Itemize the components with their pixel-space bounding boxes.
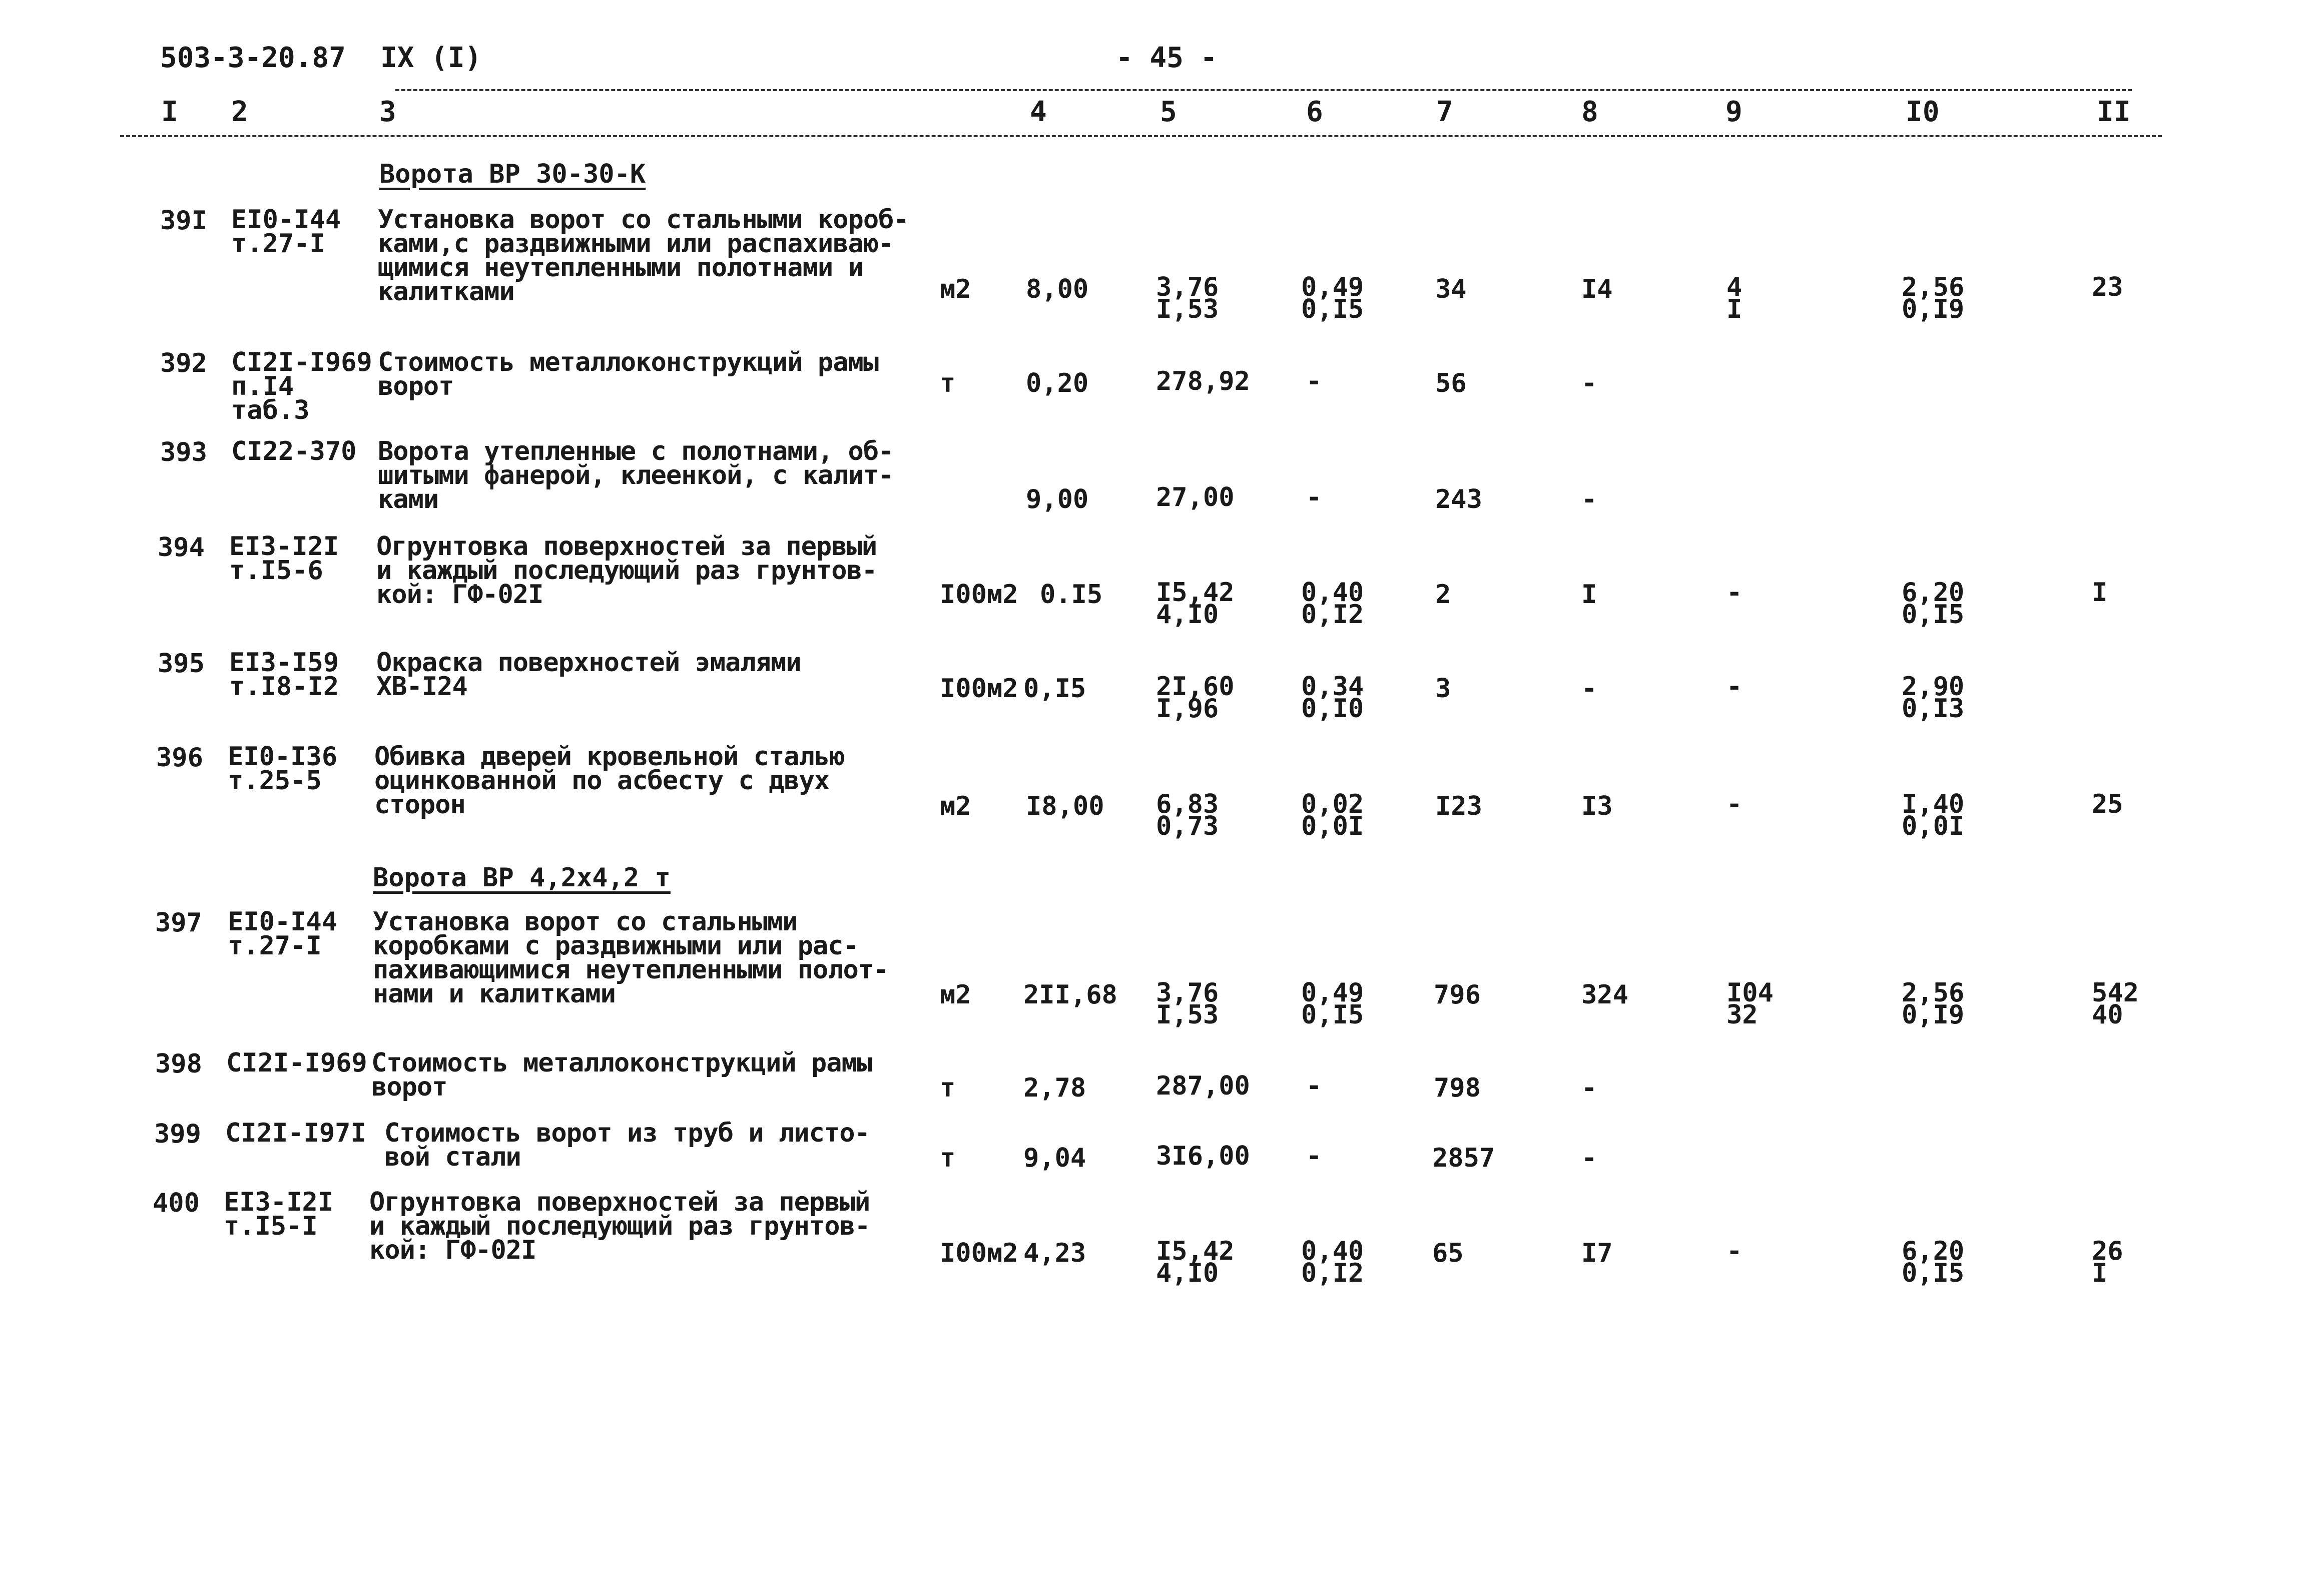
row-col11: 23 [2092,272,2123,302]
column-header-8: 8 [1581,96,1598,128]
row-code: EI3-I2I т.I5-6 [229,531,339,586]
row-description: Установка ворот со стальными коробками с раздвижными или рас- пахивающимися неутепленными полот- нами и калитками [373,907,889,1009]
row-description: Стоимость металлоконструкций рамы ворот [378,347,879,401]
row-col8: - [1581,484,1597,514]
row-quantity: 0.I5 [1040,580,1103,610]
row-description: Ворота утепленные с полотнами, об- шитыми фанерой, клеенкой, с калит- ками [378,436,894,514]
row-col5: I5,42 4,I0 [1156,1236,1235,1288]
row-col6: - [1306,366,1322,396]
row-unit: I00м2 [940,580,1018,610]
section-title: Ворота ВР 30-30-К [379,159,646,189]
column-header-7: 7 [1436,96,1453,128]
row-quantity: 4,23 [1023,1238,1086,1268]
row-quantity: 2II,68 [1023,980,1117,1010]
row-description: Огрунтовка поверхностей за первый и каждый последующий раз грунтов- кой: ГФ-02I [376,531,877,610]
row-number: 399 [154,1119,201,1149]
row-col7: 2 [1435,580,1451,610]
row-col7: 243 [1435,484,1482,514]
row-col9: - [1726,578,1743,608]
column-header-6: 6 [1306,96,1323,128]
row-number: 395 [158,649,205,679]
row-col6: 0,49 0,I5 [1301,272,1364,324]
row-unit: м2 [940,791,971,821]
row-col9: - [1726,672,1743,702]
row-col7: 798 [1434,1073,1481,1103]
row-col10: 2,56 0,I9 [1902,272,1965,324]
page-number: - 45 - [1116,42,1218,74]
column-header-5: 5 [1160,96,1177,128]
row-description: Установка ворот со стальными короб- ками,с раздвижными или распахиваю- щимися неутепленными полотнами и калитками [378,205,909,307]
row-col6: 0,34 0,I0 [1301,672,1364,724]
row-code: EI3-I2I т.I5-I [224,1187,334,1241]
row-col5: 27,00 [1156,482,1235,512]
section-number: IX (I) [380,42,482,74]
row-col5: 2I,60 I,96 [1156,672,1235,724]
row-col5: 278,92 [1156,366,1250,396]
row-code: CI2I-I97I [225,1118,366,1148]
header-rule [120,135,2162,137]
row-col11: 542 40 [2092,978,2139,1030]
row-col10: 6,20 0,I5 [1902,1236,1965,1288]
row-col5: I5,42 4,I0 [1156,578,1235,630]
row-description: Окраска поверхностей эмалями ХВ-I24 [376,648,801,702]
row-description: Стоимость ворот из труб и листо- вой стали [384,1118,870,1172]
row-code: EI0-I44 т.27-I [228,907,338,961]
row-col8: - [1581,368,1597,398]
row-code: CI22-370 [231,436,357,466]
row-number: 393 [160,437,207,467]
row-code: CI2I-I969 [226,1048,367,1078]
row-unit: т [940,1073,956,1103]
row-col9: 4 I [1726,272,1743,324]
row-number: 394 [158,533,205,563]
row-description: Обивка дверей кровельной сталью оцинкованной по асбесту с двух сторон [374,742,845,820]
column-header-9: 9 [1725,96,1743,128]
column-header-3: 3 [379,96,396,128]
row-col5: 3,76 I,53 [1156,978,1219,1030]
row-number: 396 [156,743,203,773]
row-col8: - [1581,1073,1597,1103]
row-unit: I00м2 [940,1238,1018,1268]
row-col6: - [1306,1141,1322,1171]
column-header-1: I [161,96,178,128]
row-col8: - [1581,1143,1597,1173]
row-quantity: 0,I5 [1023,674,1086,704]
row-quantity: I8,00 [1026,791,1104,821]
row-unit: т [940,1143,956,1173]
row-col6: 0,40 0,I2 [1301,1236,1364,1288]
row-quantity: 8,00 [1026,274,1089,304]
row-col6: - [1306,482,1322,512]
row-number: 398 [155,1049,202,1079]
row-quantity: 9,04 [1023,1143,1086,1173]
row-code: EI0-I36 т.25-5 [228,742,338,796]
row-col5: 287,00 [1156,1071,1250,1101]
row-col11: 25 [2092,789,2123,819]
row-col6: 0,02 0,0I [1301,789,1364,841]
column-header-2: 2 [231,96,248,128]
row-col11: 26 I [2092,1236,2123,1288]
row-col6: - [1306,1071,1322,1101]
row-quantity: 2,78 [1023,1073,1086,1103]
row-col7: 65 [1432,1238,1464,1268]
row-col9: - [1726,789,1743,819]
row-quantity: 0,20 [1026,368,1089,398]
top-rule [395,89,2132,91]
row-unit: I00м2 [940,674,1018,704]
row-col7: 796 [1434,980,1481,1010]
row-col7: I23 [1435,791,1482,821]
column-header-4: 4 [1030,96,1047,128]
row-col5: 3I6,00 [1156,1141,1250,1171]
row-code: CI2I-I969 п.I4 таб.3 [231,347,372,425]
row-col5: 3,76 I,53 [1156,272,1219,324]
row-number: 39I [160,206,207,236]
row-col8: - [1581,674,1597,704]
row-col7: 3 [1435,674,1451,704]
row-col7: 56 [1435,368,1467,398]
row-col8: I3 [1581,791,1613,821]
row-col8: I [1581,580,1597,610]
row-col8: I4 [1581,274,1613,304]
row-col10: 6,20 0,I5 [1902,578,1965,630]
row-col8: 324 [1581,980,1628,1010]
row-col6: 0,40 0,I2 [1301,578,1364,630]
row-unit: м2 [940,274,971,304]
row-col10: 2,90 0,I3 [1902,672,1965,724]
column-header-10: I0 [1906,96,1940,128]
row-number: 397 [155,908,202,938]
row-col9: I04 32 [1726,978,1774,1030]
row-col10: 2,56 0,I9 [1902,978,1965,1030]
row-unit: т [940,368,956,398]
row-number: 400 [153,1188,200,1218]
row-col11: I [2092,578,2108,608]
row-col9: - [1726,1236,1743,1266]
row-col7: 34 [1435,274,1467,304]
row-description: Огрунтовка поверхностей за первый и каждый последующий раз грунтов- кой: ГФ-02I [369,1187,870,1265]
row-number: 392 [160,348,207,378]
row-col10: I,40 0,0I [1902,789,1965,841]
row-code: EI3-I59 т.I8-I2 [229,648,339,702]
row-col6: 0,49 0,I5 [1301,978,1364,1030]
row-col7: 2857 [1432,1143,1495,1173]
section-title: Ворота ВР 4,2х4,2 т [373,863,671,893]
row-code: EI0-I44 т.27-I [231,205,341,259]
row-quantity: 9,00 [1026,484,1089,514]
row-description: Стоимость металлоконструкций рамы ворот [371,1048,872,1102]
row-col8: I7 [1581,1238,1613,1268]
row-col5: 6,83 0,73 [1156,789,1219,841]
document-code: 503-3-20.87 [160,42,346,74]
row-unit: м2 [940,980,971,1010]
column-header-11: II [2097,96,2131,128]
